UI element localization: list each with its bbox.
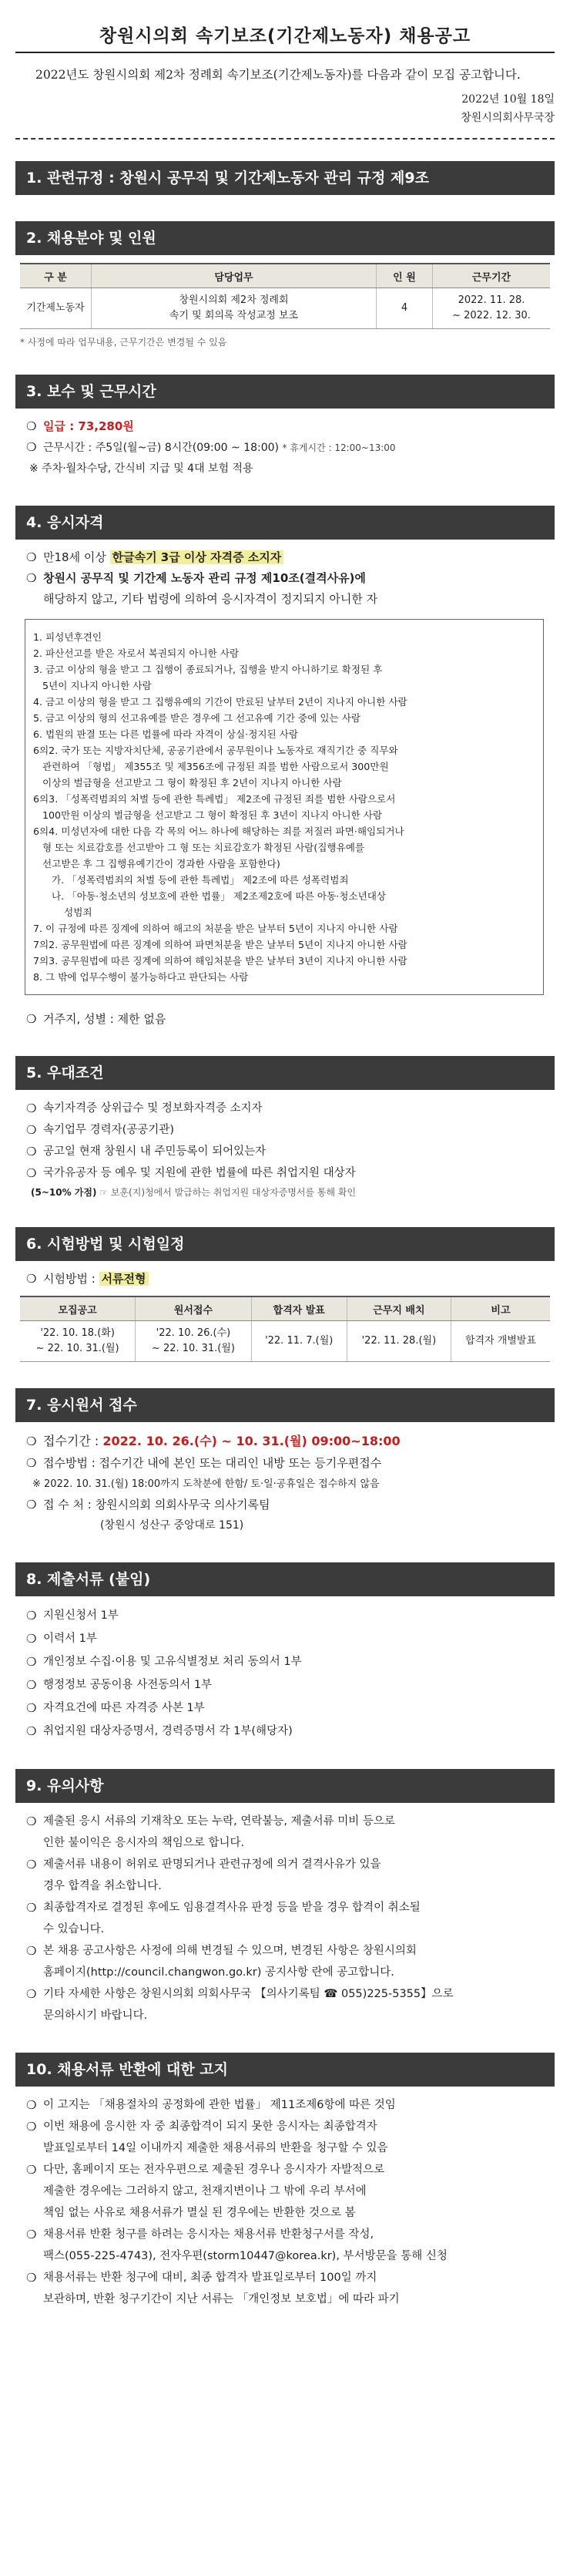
list-item-text: 경우 합격을 취소합니다. [43,1880,162,1892]
col-header-application: 원서접수 [136,1296,251,1321]
table-row: '22. 10. 18.(화) ~ 22. 10. 31.(월) '22. 10. 26.(수) ~ 22. 10. 31.(월) '22. 11. 7.(월) '22. 11. 28.(월) 합격자 개별발표 [20,1321,550,1362]
list-item [26,1897,550,1919]
list-item [26,1983,550,2005]
disqualification-item: 6의2. 국가 또는 지방자치단체, 공공기관에서 공무원이나 노동자로 재직기간 중 직무와 [33,745,398,756]
bullet-icon: ❍ [26,1272,37,1286]
list-item [26,2159,550,2181]
disqualification-item: 5. 금고 이상의 형의 선고유예를 받은 경우에 그 선고유예 기간 중에 있는 사람 [33,712,361,724]
application-method-note: ※ 2022. 10. 31.(월) 18:00까지 도착분에 한함/ 토·일·공휴일은 접수하지 않음 [32,1478,380,1490]
cell-period: 2022. 11. 28. ~ 2022. 12. 30. [433,288,551,329]
disqualification-item: 1. 피성년후견인 [33,631,102,643]
bullet-icon: ❍ [26,550,37,564]
disqualification-item: 7의3. 공무원법에 따른 징계에 의하여 해임처분을 받은 날부터 3년이 지나지 아니한 사람 [33,955,407,967]
bullet-icon: ❍ [26,1101,37,1115]
disqualification-item: 7. 이 규정에 따른 징계에 의하여 해고의 처분을 받은 날부터 5년이 지나지 아니한 사람 [33,923,398,934]
bullet-icon: ❍ [26,2163,37,2177]
list-item-text: 개인정보 수집·이용 및 고유식별정보 처리 동의서 1부 [43,1656,302,1668]
list-item-text: 공고일 현재 창원시 내 주민등록이 되어있는자 [43,1145,267,1158]
disqualification-item: 3. 금고 이상의 형을 받고 그 집행이 종료되거나, 집행을 받지 아니하기로 확정된 후 [33,664,383,675]
return-notice-list [15,2087,555,2310]
bullet-icon: ❍ [26,1166,37,1180]
bullet-icon: ❍ [26,1814,37,1828]
schedule-table [20,1296,550,1362]
bullet-icon: ❍ [26,2228,37,2241]
bullet-icon: ❍ [26,1145,37,1159]
list-item-text: 취업지원 대상자증명서, 경력증명서 각 1부(해당자) [43,1725,293,1737]
issuer: 창원시의회사무국장 [461,112,555,124]
bullet-icon: ❍ [26,1858,37,1871]
disqualification-box [25,619,544,995]
list-item-text: 자격요건에 따른 자격증 사본 1부 [43,1702,205,1714]
list-item [26,1940,550,1962]
bullet-icon: ❍ [26,1701,37,1715]
bonus-points: (5~10% 가점) [31,1187,97,1198]
list-item-text: 지원신청서 1부 [43,1609,119,1622]
period-label: 접수기간 : [43,1434,103,1448]
section-return-heading: 10. 채용서류 반환에 대한 고지 [15,2053,555,2087]
bullet-icon: ❍ [26,571,37,585]
col-header-category: 구 분 [20,264,92,288]
list-item [26,2005,550,2026]
recruitment-table [20,263,550,329]
section-regulation-heading: 1. 관련규정 : 창원시 공무직 및 기간제노동자 관리 규정 제9조 [15,161,555,195]
disqualification-item: 100만원 이상의 벌금형을 선고받고 그 형이 확정된 후 3년이 지나지 아니한 사람 [33,809,383,821]
bullet-icon: ❍ [26,419,37,433]
bullet-icon: ❍ [26,440,37,454]
list-item-text: 제출된 응시 서류의 기재착오 또는 누락, 연락불능, 제출서류 미비 등으로 [43,1815,395,1828]
section-exam-heading: 6. 시험방법 및 시험일정 [15,1227,555,1261]
list-item [26,2288,550,2310]
disqualification-item: 8. 그 밖에 업무수행이 불가능하다고 판단되는 사람 [33,971,249,983]
list-item [26,1162,550,1184]
list-item [26,1627,550,1650]
section-pay-heading: 3. 보수 및 근무시간 [15,375,555,409]
list-item-text: 보관하며, 반환 청구기간이 지난 서류는 「개인정보 보호법」에 따라 파기 [43,2293,400,2305]
list-item-text: 속기업무 경력자(공공기관) [43,1124,174,1136]
cell-count: 4 [377,288,433,329]
cell-duty: 창원시의회 제2차 정례회 속기 및 회의록 작성교정 보조 [92,288,377,329]
bonus-points-note: ☞ 보훈(지)청에서 발급하는 취업지원 대상자증명서를 통해 확인 [96,1187,357,1198]
age-requirement: 만18세 이상 [43,550,110,564]
list-item-text: 행정정보 공동이용 사전동의서 1부 [43,1679,213,1691]
section-notes-heading: 9. 유의사항 [15,1769,555,1803]
intro-text: 2022년도 창원시의회 제2차 정례회 속기보조(기간제노동자)를 다음과 같이 모집 공고합니다. [35,68,521,82]
bullet-icon: ❍ [26,2271,37,2285]
cell-type: 기간제노동자 [20,288,92,329]
list-item-text: 인한 불이익은 응시자의 책임으로 합니다. [43,1837,245,1849]
list-item-text: 채용서류는 반환 청구에 대비, 최종 합격자 발표일로부터 100일 까지 [43,2272,377,2284]
disqualification-item: 4. 금고 이상의 형을 받고 그 집행유예의 기간이 만료된 날부터 2년이 지나지 아니한 사람 [33,696,407,708]
application-period: 2022. 10. 26.(수) ~ 10. 31.(월) 09:00~18:00 [102,1434,401,1448]
list-item-text: 속기자격증 상위급수 및 정보화자격증 소지자 [43,1102,263,1115]
lunch-note: * 휴게시간 : 12:00~13:00 [282,442,396,453]
list-item [26,2202,550,2224]
disqualification-item: 2. 파산선고를 받은 자로서 복권되지 아니한 사람 [33,647,240,659]
application-method: 접수방법 : 접수기간 내에 본인 또는 대리인 내방 또는 등기우편접수 [43,1456,382,1470]
notes-list [15,1803,555,2026]
benefits-note: ※ 주차·월차수당, 간식비 지급 및 4대 보험 적용 [29,462,253,475]
bullet-icon: ❍ [26,1498,37,1512]
list-item [26,1832,550,1854]
disqualification-item: 관련하여 「형법」 제355조 및 제356조에 규정된 죄를 범한 사람으로서 300만원 [33,761,389,772]
list-item-text: 발표일로부터 14일 이내까지 제출한 채용서류의 반환을 청구할 수 있음 [43,2142,388,2154]
list-item-text: 수 있습니다. [43,1923,105,1935]
exam-method: 서류전형 [99,1272,149,1286]
preference-list [15,1090,555,1184]
list-item-text: 이번 채용에 응시한 자 중 최종합격이 되지 못한 응시자는 최종합격자 [43,2120,377,2133]
bullet-icon: ❍ [26,1456,37,1470]
list-item [26,1919,550,1940]
col-header-count: 인 원 [377,264,433,288]
announcement-date: 2022년 10월 18일 [461,93,555,106]
disqualification-item: 나. 「아동·청소년의 성보호에 관한 법률」 제2조제2호에 따른 아동·청소년대상 [33,890,387,902]
list-item-text: 본 채용 공고사항은 사정에 의해 변경될 수 있으며, 변경된 사항은 창원시의회 [43,1945,417,1957]
list-item-text: 이 고지는 「채용절차의 공정화에 관한 법률」 제11조제6항에 따른 것임 [43,2099,396,2111]
list-item [26,2245,550,2267]
list-item-text: 다만, 홈페이지 또는 전자우편으로 제출된 경우나 응시자가 자발적으로 [43,2164,385,2176]
col-header-placement: 근무지 배치 [347,1296,451,1321]
bullet-icon: ❍ [26,1123,37,1137]
list-item [26,2137,550,2159]
work-hours: 근무시간 : 주5일(월~금) 8시간(09:00 ~ 18:00) [43,442,280,454]
disqualification-rule-cont: 해당하지 않고, 기타 법령에 의하여 응시자격이 정지되지 아니한 자 [43,592,378,606]
list-item-text: 국가유공자 등 예우 및 지원에 관한 법률에 따른 취업지원 대상자 [43,1167,356,1179]
cert-requirement: 한글속기 3급 이상 자격증 소지자 [110,550,284,564]
disqualification-item: 6의4. 미성년자에 대한 다음 각 목의 어느 하나에 해당하는 죄를 저질러 파면·해임되거나 [33,826,404,837]
list-item-text: 이력서 1부 [43,1633,97,1645]
bullet-icon: ❍ [26,1655,37,1669]
section-recruitment-heading: 2. 채용분야 및 인원 [15,221,555,255]
table-row [20,288,550,329]
bullet-icon: ❍ [26,1434,37,1448]
list-item-text: 최종합격자로 결정된 후에도 임용결격사유 판정 등을 받을 경우 합격이 취소될 [43,1902,421,1914]
section-application-heading: 7. 응시원서 접수 [15,1388,555,1422]
col-header-notice: 모집공고 [20,1296,136,1321]
list-item-text: 책임 없는 사유로 채용서류가 멸실 된 경우에는 반환한 것으로 봄 [43,2207,356,2219]
list-item [26,2116,550,2137]
residence-gender: 거주지, 성별 : 제한 없음 [43,1012,166,1026]
list-item [26,2224,550,2245]
disqualification-item: 6의3. 「성폭력범죄의 처벌 등에 관한 특례법」 제2조에 규정된 죄를 범한 사람으로서 [33,793,396,805]
list-item [26,1854,550,1875]
disqualification-item: 가. 「성폭력범죄의 처벌 등에 관한 특례법」 제2조에 따른 성폭력범죄 [33,874,349,886]
list-item [26,1098,550,1119]
col-header-duty: 담당업무 [92,264,377,288]
application-place: 접 수 처 : 창원시의회 의회사무국 의사기록팀 [43,1498,270,1512]
bullet-icon: ❍ [26,2120,37,2134]
col-header-result: 합격자 발표 [251,1296,347,1321]
disqualification-rule: 창원시 공무직 및 기간제 노동자 관리 규정 제10조(결격사유)에 [43,571,366,585]
bullet-icon: ❍ [26,1901,37,1915]
list-item-text: 홈페이지(http://council.changwon.go.kr) 공지사항 란에 공고합니다. [43,1966,394,1979]
list-item [26,1604,550,1627]
disqualification-item: 성범죄 [33,906,92,918]
list-item-text: 채용서류 반환 청구를 하려는 응시자는 채용서류 반환청구서를 작성, [43,2228,374,2241]
bullet-icon: ❍ [26,1724,37,1738]
disqualification-item: 이상의 벌금형을 선고받고 그 형이 확정된 후 2년이 지나지 아니한 사람 [33,777,342,789]
list-item [26,1697,550,1720]
list-item-text: 기타 자세한 사항은 창원시의회 의회사무국 【의사기록팀 ☎ 055)225-5355】으로 [43,1988,454,2000]
list-item [26,1673,550,1697]
section-eligibility-heading: 4. 응시자격 [15,506,555,540]
list-item [26,1811,550,1832]
list-item-text: 제출한 경우에는 그러하지 않고, 천재지변이나 그 밖에 우리 부서에 [43,2185,367,2198]
section-documents-heading: 8. 제출서류 (붙임) [15,1562,555,1596]
list-item [26,1650,550,1673]
list-item [26,1962,550,1983]
disqualification-item: 5년이 지나지 아니한 사람 [33,680,152,691]
daily-wage: 일급 : 73,280원 [43,419,134,433]
bullet-icon: ❍ [26,1987,37,2001]
list-item [26,1720,550,1743]
col-header-period: 근무기간 [433,264,551,288]
bullet-icon: ❍ [26,1609,37,1623]
bullet-icon: ❍ [26,1678,37,1692]
disqualification-item: 7의2. 공무원법에 따른 징계에 의하여 파면처분을 받은 날부터 5년이 지나지 아니한 사람 [33,939,407,950]
list-item-text: 제출서류 내용이 허위로 판명되거나 관련규정에 의거 결격사유가 있을 [43,1858,381,1871]
documents-list [15,1596,555,1743]
disqualification-item: 형 또는 치료감호를 선고받아 그 형 또는 치료감호가 확정된 사람(집행유예를 [33,842,365,853]
col-header-remarks: 비고 [451,1296,550,1321]
bullet-icon: ❍ [26,1944,37,1958]
disqualification-item: 6. 법원의 판결 또는 다른 법률에 따라 자격이 상실·정지된 사람 [33,728,299,740]
page-title: 창원시의회 속기보조(기간제노동자) 채용공고 [15,22,555,53]
list-item [26,2181,550,2202]
divider [15,138,555,140]
list-item [26,1875,550,1897]
list-item [26,1119,550,1141]
exam-method-label: 시험방법 : [43,1272,99,1286]
bullet-icon: ❍ [26,1012,37,1026]
recruitment-note: * 사정에 따라 업무내용, 근무기간은 변경될 수 있음 [20,337,227,348]
section-preference-heading: 5. 우대조건 [15,1056,555,1090]
list-item-text: 문의하시기 바랍니다. [43,2009,148,2022]
list-item-text: 팩스(055-225-4743), 전자우편(storm10447@korea.kr), 부서방문을 통해 신청 [43,2250,448,2262]
list-item [26,1141,550,1162]
disqualification-item: 선고받은 후 그 집행유예기간이 경과한 사람을 포함한다) [33,858,280,869]
bullet-icon: ❍ [26,2098,37,2112]
list-item [26,2094,550,2116]
application-address: (창원시 성산구 중앙대로 151) [100,1519,244,1532]
bullet-icon: ❍ [26,1632,37,1646]
list-item [26,2267,550,2288]
